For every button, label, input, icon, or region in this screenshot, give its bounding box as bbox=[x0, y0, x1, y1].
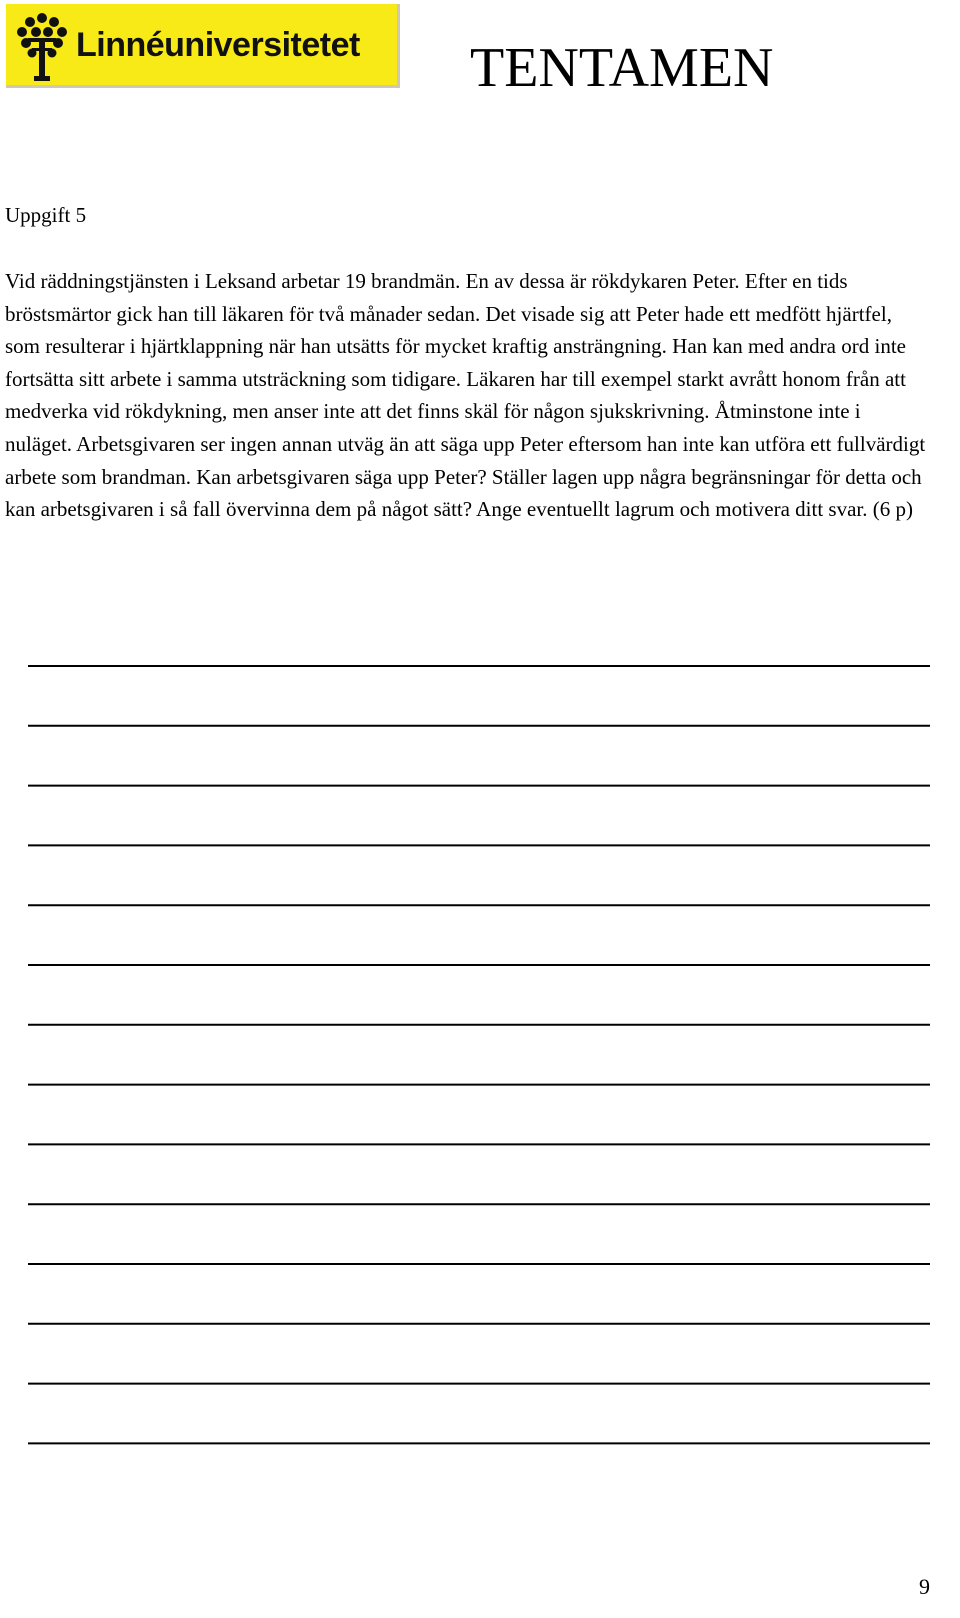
task-heading: Uppgift 5 bbox=[5, 203, 87, 227]
logo-text: Linnéuniversitetet bbox=[76, 26, 360, 64]
university-logo bbox=[6, 4, 400, 88]
tree-icon bbox=[14, 10, 70, 82]
task-body: Vid räddningstjänsten i Leksand arbetar 19 brandmän. En av dessa är rökdykaren Peter. Efter en tids bröstsmärtor gick han till läkaren för två månader sedan. Det visade sig att Peter hade ett medfött hjärtfel, som resulterar i hjärtklappning när han utsätts för mycket kraftig ansträngning. Han kan med andra ord inte fortsätta sitt arbete i samma utsträckning som tidigare. Läkaren har till exempel starkt avrått honom från att medverka vid rökdykning, men anser inte att det finns skäl för någon sjukskrivning. Åtminstone inte i nuläget. Arbetsgivaren ser ingen annan utväg än att säga upp Peter eftersom han inte kan utföra ett fullvärdigt arbete som brandman. Kan arbetsgivaren säga upp Peter? Ställer lagen upp några begränsningar för detta och kan arbetsgivaren i så fall övervinna dem på något sätt? Ange eventuellt lagrum och motivera ditt svar. (6 p) bbox=[5, 269, 926, 522]
page-title: TENTAMEN bbox=[470, 37, 774, 99]
page-number: 9 bbox=[919, 1574, 930, 1599]
